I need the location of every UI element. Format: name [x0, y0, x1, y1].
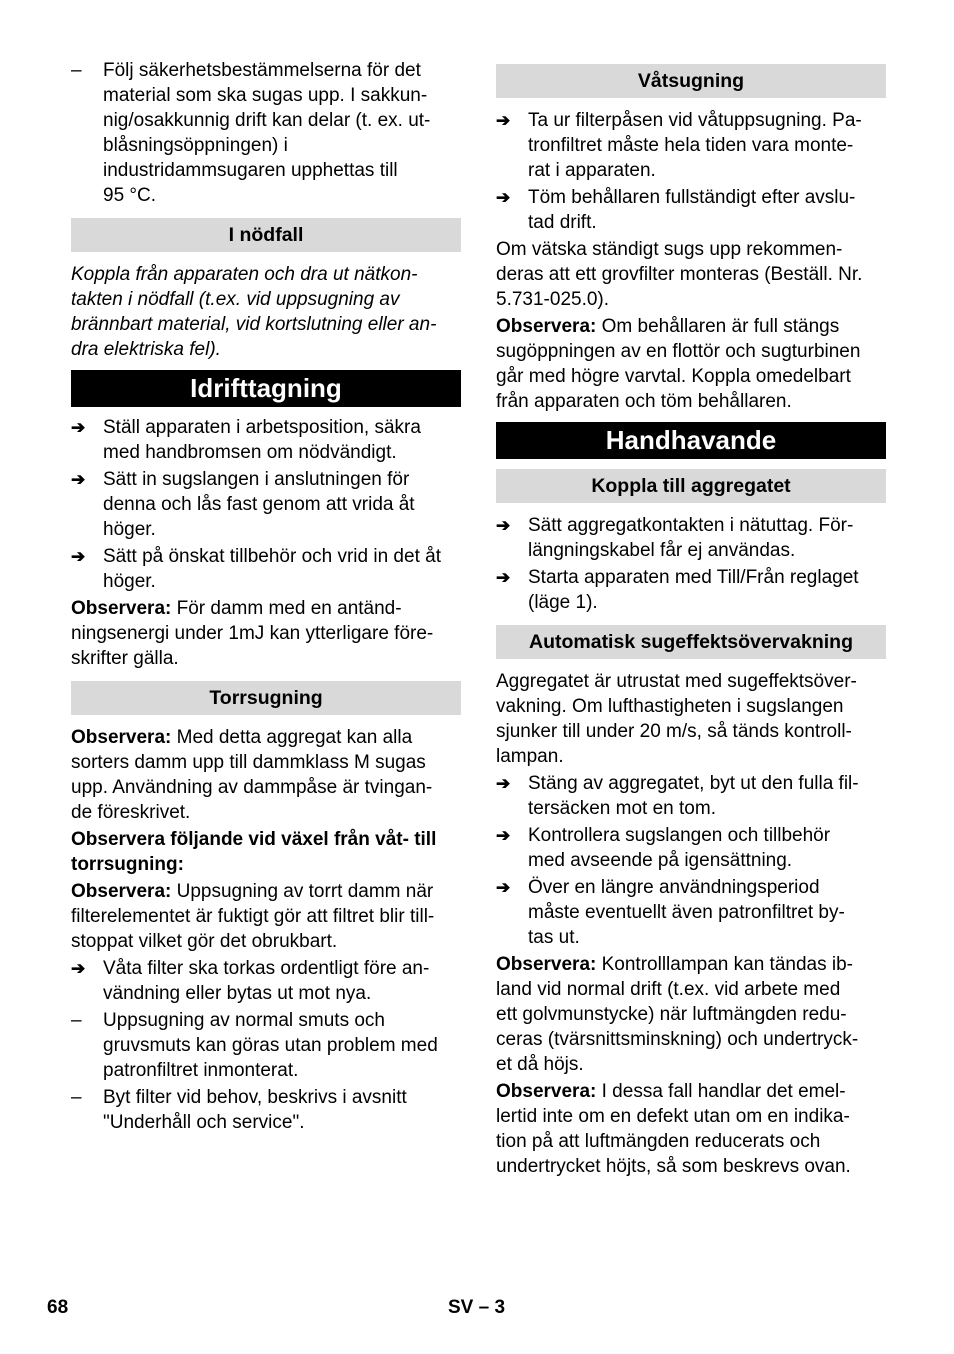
list-item-text: Uppsugning av normal smuts och gruvsmuts kan göras utan problem med patronfiltret inmonterat.: [103, 1010, 438, 1081]
arrow-icon: ➔: [71, 418, 86, 437]
dash-marker: –: [71, 1087, 82, 1108]
chapter-heading-idrifttagning: Idrifttagning: [71, 370, 461, 407]
koppla-list: [496, 513, 886, 615]
list-item-text: Byt filter vid behov, beskrivs i avsnitt "Underhåll och service".: [103, 1087, 407, 1133]
arrow-icon: ➔: [496, 516, 511, 535]
section-heading-automatisk: Automatisk sugeffektsövervakning: [496, 625, 886, 659]
auto-paragraph: Aggregatet är utrustat med sugeffektsöver- vakning. Om lufthastigheten i sugslangen sjunker till under 20 m/s, så tänds kontroll- lampan.: [496, 671, 857, 767]
arrow-icon: ➔: [496, 878, 511, 897]
note-label: Observera:: [71, 881, 172, 902]
list-item-text: Kontrollera sugslangen och tillbehör med avseende på igensättning.: [528, 825, 831, 871]
list-item-text: Töm behållaren fullständigt efter avslu- tad drift.: [528, 187, 856, 233]
list-item: [496, 185, 886, 235]
section-heading-koppla: Koppla till aggregatet: [496, 469, 886, 503]
list-item-text: Sätt på önskat tillbehör och vrid in det åt höger.: [103, 546, 441, 592]
note-label: Observera:: [496, 1081, 597, 1102]
auto-note-2: [496, 1079, 886, 1179]
list-item-text: Sätt in sugslangen i anslutningen för denna och lås fast genom att vrida åt höger.: [103, 469, 415, 540]
auto-list: [496, 771, 886, 950]
section-label: SV – 3: [448, 1297, 506, 1318]
list-item-text: Starta apparaten med Till/Från reglaget (läge 1).: [528, 567, 859, 613]
section-heading-nodfall: I nödfall: [71, 218, 461, 252]
note-label: Observera:: [71, 598, 172, 619]
dash-marker: –: [71, 1010, 82, 1031]
arrow-icon: ➔: [496, 826, 511, 845]
torrsugning-note-2: [71, 879, 461, 954]
note-text: Om behållaren är full stängs sugöppningen av en flottör och sugturbinen går med högre varvtal. Koppla omedelbart från apparaten och töm behållaren.: [496, 316, 861, 412]
list-item: [496, 875, 886, 950]
list-item-text: Ta ur filterpåsen vid våtuppsugning. Pa- tronfiltret måste hela tiden vara monte- rat i apparaten.: [528, 110, 862, 181]
note-text: För damm med en antänd- ningsenergi under 1mJ kan ytterligare före- skrifter gälla.: [71, 598, 434, 669]
list-item: [71, 467, 461, 542]
page-number: 68: [47, 1297, 69, 1318]
list-item: [71, 1085, 461, 1135]
left-column: [71, 58, 461, 1137]
vatsugning-list: [496, 108, 886, 235]
arrow-icon: ➔: [71, 959, 86, 978]
list-item: [71, 544, 461, 594]
note-label: Observera:: [496, 316, 597, 337]
list-item: [496, 108, 886, 183]
list-item: [496, 513, 886, 563]
auto-note-1: [496, 952, 886, 1077]
intro-text: Följ säkerhetsbestämmelserna för det material som ska sugas upp. I sakkun- nig/osakkunnig drift kan delar (t. ex. ut- blåsningsöppningen) i industridammsugaren upphettas till 95 °C.: [103, 60, 431, 206]
dash-marker: –: [71, 60, 82, 81]
intro-item: [71, 58, 461, 208]
list-item: [496, 771, 886, 821]
list-item-text: Sätt aggregatkontakten i nätuttag. För- längningskabel får ej användas.: [528, 515, 854, 561]
list-item-text: Våta filter ska torkas ordentligt före an- vändning eller bytas ut mot nya.: [103, 958, 430, 1004]
note-text: Med detta aggregat kan alla sorters damm upp till dammklass M sugas upp. Användning av dammpåse är tvingan- de föreskrivet.: [71, 727, 433, 823]
arrow-icon: ➔: [496, 188, 511, 207]
list-item-text: Ställ apparaten i arbetsposition, säkra med handbromsen om nödvändigt.: [103, 417, 421, 463]
chapter-heading-handhavande: Handhavande: [496, 422, 886, 459]
section-heading-vatsugning: Våtsugning: [496, 64, 886, 98]
note-text: Kontrolllampan kan tändas ib- land vid normal drift (t.ex. vid arbete med ett golvmunstycke) när luftmängden redu- ceras (tvärsnittsminskning) och undertryck- et då höjs.: [496, 954, 859, 1075]
torrsugning-note-1: [71, 725, 461, 825]
arrow-icon: ➔: [496, 111, 511, 130]
nodfall-text: Koppla från apparaten och dra ut nätkon- takten i nödfall (t.ex. vid uppsugning av brännbart material, vid kortslutning eller an- dra elektriska fel).: [71, 264, 437, 360]
list-item-text: Stäng av aggregatet, byt ut den fulla fil- tersäcken mot en tom.: [528, 773, 859, 819]
list-item: [71, 415, 461, 465]
idrifttagning-list: [71, 415, 461, 594]
arrow-icon: ➔: [71, 547, 86, 566]
torrsugning-dash-list: [71, 1008, 461, 1135]
section-heading-torrsugning: Torrsugning: [71, 681, 461, 715]
torrsugning-bold-note: Observera följande vid växel från våt- till torrsugning:: [71, 829, 437, 875]
list-item-text: Över en längre användningsperiod måste eventuellt även patronfiltret by- tas ut.: [528, 877, 845, 948]
list-item: [71, 1008, 461, 1083]
note-text: I dessa fall handlar det emel- lertid inte om en defekt utan om en indika- tion på att luftmängden reducerats och undertrycket höjts, så som beskrevs ovan.: [496, 1081, 851, 1177]
list-item: [496, 823, 886, 873]
list-item: [71, 956, 461, 1006]
arrow-icon: ➔: [496, 568, 511, 587]
list-item: [496, 565, 886, 615]
vatsugning-paragraph: Om vätska ständigt sugs upp rekommen- deras att ett grovfilter monteras (Beställ. Nr. 5.731-025.0).: [496, 239, 863, 310]
torrsugning-arrow-list: [71, 956, 461, 1006]
vatsugning-note: [496, 314, 886, 414]
note-label: Observera:: [71, 727, 172, 748]
note-label: Observera:: [496, 954, 597, 975]
note-text: Uppsugning av torrt damm när filterelementet är fuktigt gör att filtret blir till- stoppat vilket gör det obrukbart.: [71, 881, 435, 952]
right-column: [496, 64, 886, 1181]
arrow-icon: ➔: [71, 470, 86, 489]
arrow-icon: ➔: [496, 774, 511, 793]
idrifttagning-note: [71, 596, 461, 671]
